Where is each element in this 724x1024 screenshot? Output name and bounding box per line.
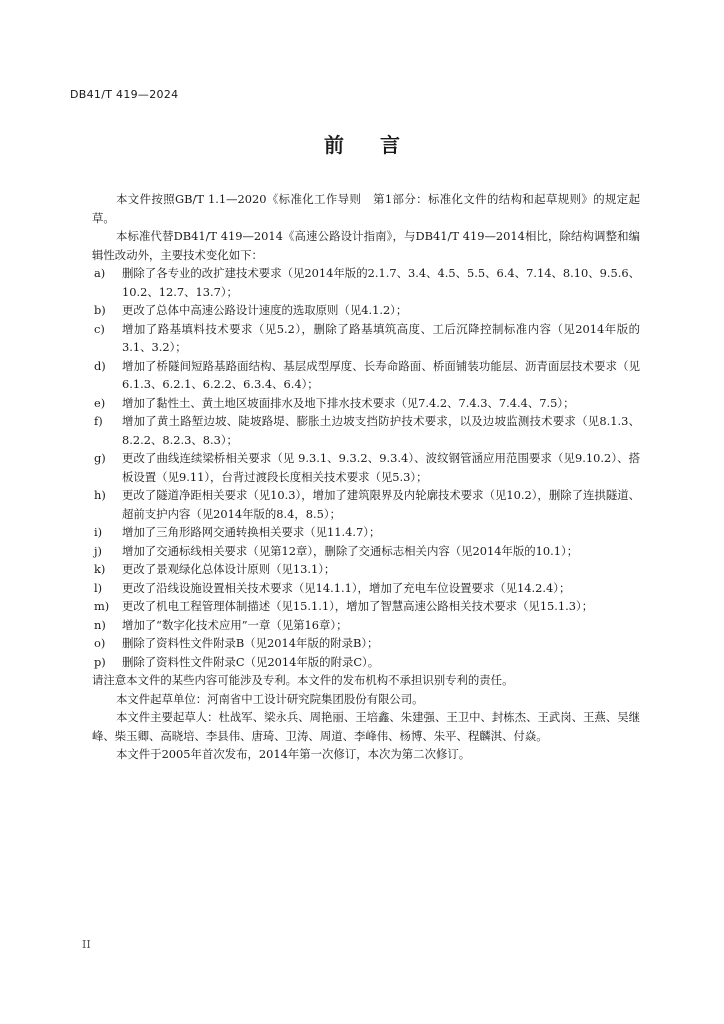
- intro-paragraph-2: 本标准代替DB41/T 419—2014《高速公路设计指南》，与DB41/T 419—2014相比，除结构调整和编辑性改动外，主要技术变化如下：: [92, 229, 640, 262]
- list-item: [94, 301, 640, 320]
- list-item: [94, 264, 640, 301]
- list-item: [94, 486, 640, 523]
- list-item-text: 增加了黄土路堑边坡、陡坡路堤、膨胀土边坡支挡防护技术要求，以及边坡监测技术要求（见8.1.3、8.2.2、8.2.3、8.3）；: [122, 414, 640, 447]
- intro-paragraph-1: 本文件按照GB/T 1.1—2020《标准化工作导则 第1部分：标准化文件的结构和起草规则》的规定起草。: [92, 192, 640, 225]
- list-item: [94, 579, 640, 598]
- list-item-text: 删除了各专业的改扩建技术要求（见2014年版的2.1.7、3.4、4.5、5.5、6.4、7.14、8.10、9.5.6、10.2、12.7、13.7）；: [122, 266, 640, 299]
- list-item: [94, 523, 640, 542]
- list-item: [94, 412, 640, 449]
- revision-history: 本文件于2005年首次发布，2014年第一次修订，本次为第二次修订。: [116, 747, 471, 761]
- list-item-text: 更改了总体中高速公路设计速度的选取原则（见4.1.2）；: [122, 303, 408, 317]
- list-item-text: 删除了资料性文件附录C（见2014年版的附录C）。: [122, 654, 380, 669]
- list-item-text: 增加了路基填料技术要求（见5.2），删除了路基填筑高度、工后沉降控制标准内容（见2014年版的3.1、3.2）；: [122, 321, 640, 354]
- changes-list: [92, 264, 640, 671]
- list-item-label: k): [94, 562, 106, 576]
- list-item: [94, 616, 640, 635]
- list-item-label: b): [94, 303, 106, 317]
- page-number: II: [82, 938, 91, 951]
- list-item-label: d): [94, 358, 106, 373]
- page-title: 前言: [324, 133, 436, 157]
- list-item-text: 更改了机电工程管理体制描述（见15.1.1），增加了智慧高速公路相关技术要求（见15.1.3）；: [122, 599, 594, 613]
- list-item-text: 删除了资料性文件附录B（见2014年版的附录B）；: [122, 636, 379, 650]
- list-item-text: 增加了“数字化技术应用”一章（见第16章）；: [122, 617, 348, 632]
- doc-number: DB41/T 419—2024: [70, 88, 179, 101]
- list-item: [94, 597, 640, 616]
- list-item-text: 增加了三角形路网交通转换相关要求（见11.4.7）；: [122, 525, 381, 539]
- list-item-text: 更改了景观绿化总体设计原则（见13.1）；: [122, 562, 336, 576]
- foreword-body: [92, 190, 640, 764]
- list-item-label: f): [94, 414, 103, 428]
- list-item-label: j): [94, 543, 102, 558]
- list-item-text: 更改了沿线设施设置相关技术要求（见14.1.1），增加了充电车位设置要求（见14.2.4）；: [122, 580, 571, 595]
- list-item-text: 增加了交通标线相关要求（见第12章），删除了交通标志相关内容（见2014年版的10.1）；: [122, 543, 579, 558]
- list-item-label: i): [94, 525, 103, 539]
- list-item-label: l): [94, 580, 103, 595]
- drafters-list: 本文件主要起草人：杜战军、梁永兵、周艳丽、王培鑫、朱建强、王卫中、封栋杰、王武岗、王燕、吴继峰、柴玉卿、高晓培、李县伟、唐琦、卫涛、周道、李峰伟、杨博、朱平、程麟淇、付焱。: [92, 710, 640, 743]
- list-item-text: 更改了曲线连续梁桥相关要求（见 9.3.1、9.3.2、9.3.4）、波纹钢管涵应用范围要求（见9.10.2）、搭板设置（见9.11），台背过渡段长度相关技术要求（见5.3）；: [122, 451, 640, 484]
- list-item: [94, 320, 640, 357]
- list-item-text: 增加了桥隧间短路基路面结构、基层成型厚度、长寿命路面、桥面铺装功能层、沥青面层技术要求（见6.1.3、6.2.1、6.2.2、6.3.4、6.4）；: [122, 358, 640, 391]
- list-item-label: g): [94, 451, 106, 465]
- list-item-label: c): [94, 321, 105, 336]
- list-item-label: a): [94, 266, 106, 280]
- drafting-unit: 本文件起草单位：河南省中工设计研究院集团股份有限公司。: [116, 691, 424, 706]
- list-item: [94, 449, 640, 486]
- list-item: [94, 634, 640, 653]
- list-item-label: m): [94, 599, 110, 613]
- list-item-text: 增加了黏性土、黄土地区坡面排水及地下排水技术要求（见7.4.2、7.4.3、7.4.4、7.5）；: [122, 395, 575, 410]
- list-item-label: p): [94, 654, 106, 669]
- list-item: [94, 653, 640, 672]
- list-item-label: h): [94, 488, 106, 502]
- list-item-label: o): [94, 636, 106, 650]
- list-item-label: n): [94, 617, 106, 632]
- list-item: [94, 394, 640, 413]
- list-item-label: e): [94, 395, 106, 410]
- patent-notice: 请注意本文件的某些内容可能涉及专利。本文件的发布机构不承担识别专利的责任。: [92, 673, 514, 687]
- list-item-text: 更改了隧道净距相关要求（见10.3），增加了建筑限界及内轮廓技术要求（见10.2），删除了连拱隧道、超前支护内容（见2014年版的8.4，8.5）；: [122, 488, 640, 521]
- list-item: [94, 357, 640, 394]
- list-item: [94, 542, 640, 561]
- list-item: [94, 560, 640, 579]
